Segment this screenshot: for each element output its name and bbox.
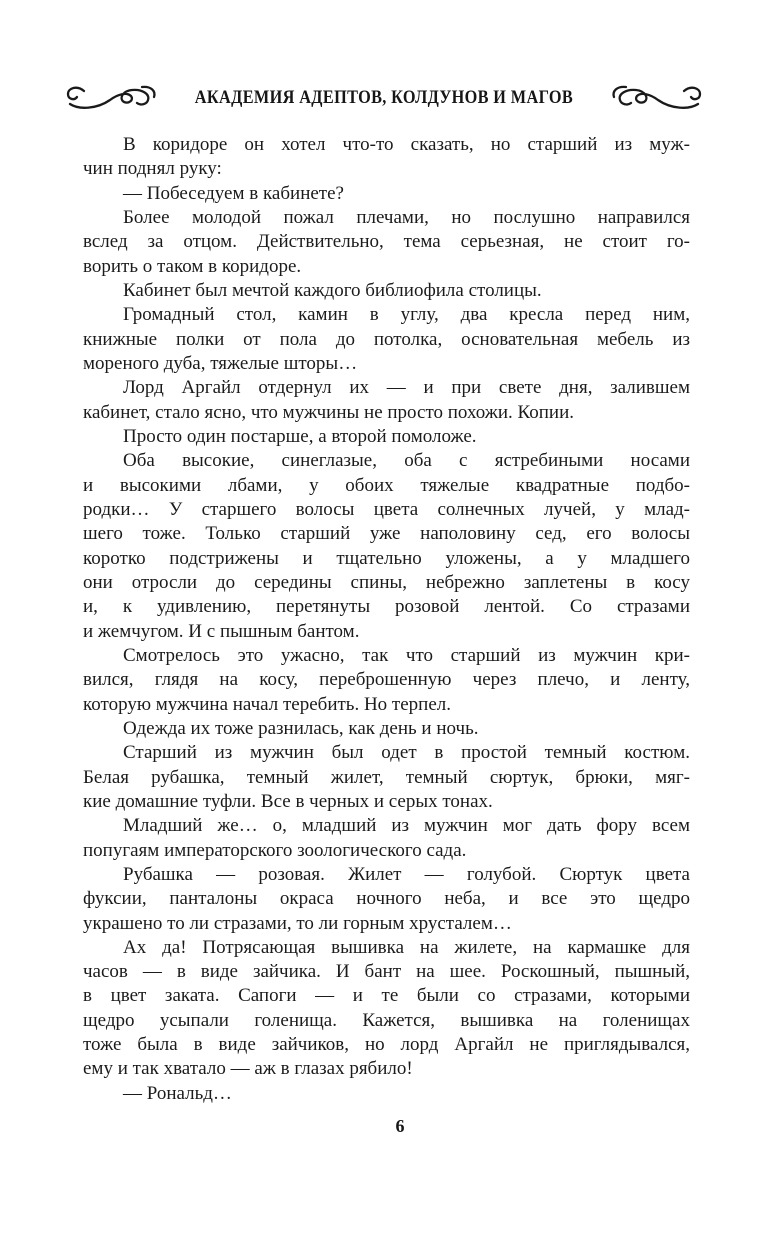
text-line: книжные полки от пола до потолка, основательная мебель из [83,328,690,350]
running-header [0,82,768,114]
text-line: Ах да! Потрясающая вышивка на жилете, на кармашке для [123,936,690,958]
text-line: Просто один постарше, а второй помоложе. [123,425,477,447]
page-number: 6 [395,1116,405,1136]
text-line: шего тоже. Только старший уже наполовину сед, его волосы [83,523,690,545]
page-footer [83,1116,717,1137]
text-line: щедро усыпали голенища. Кажется, вышивка на голенищах [83,1009,690,1031]
text-line: чин поднял руку: [83,158,222,180]
text-line: Более молодой пожал плечами, но послушно направился [123,206,690,228]
text-line: коротко подстрижены и тщательно уложены, а у младшего [83,547,690,569]
body-text [83,133,690,1106]
text-line: вился, глядя на косу, переброшенную через плечо, и ленту, [83,669,690,691]
paragraph [83,449,690,644]
running-title: АКАДЕМИЯ АДЕПТОВ, КОЛДУНОВ И МАГОВ [194,87,574,108]
text-line: они отросли до середины спины, небрежно заплетены в косу [83,571,690,593]
text-line: и высокими лбами, у обоих тяжелые квадратные подбо- [83,474,690,496]
text-line: и, к удивлению, перетянуты розовой лентой. Со стразами [83,596,690,618]
paragraph [83,644,690,717]
text-line: Одежда их тоже разнилась, как день и ночь. [123,717,479,739]
text-line: Громадный стол, камин в углу, два кресла перед ним, [123,304,690,326]
text-line: часов — в виде зайчика. И бант на шее. Роскошный, пышный, [83,961,690,983]
text-line: Смотрелось это ужасно, так что старший из мужчин кри- [123,644,690,666]
text-line: Лорд Аргайл отдернул их — и при свете дня, залившем [123,377,690,399]
paragraph [83,717,690,741]
paragraph [83,863,690,936]
paragraph [83,303,690,376]
paragraph [83,425,690,449]
text-line: Рубашка — розовая. Жилет — голубой. Сюртук цвета [123,863,690,885]
text-line: и жемчугом. И с пышным бантом. [83,620,360,642]
text-line: попугаям императорского зоологического сада. [83,839,467,861]
paragraph [83,936,690,1082]
text-line: фуксии, панталоны окраса ночного неба, и все это щедро [83,888,690,910]
paragraph [83,376,690,425]
text-line: вслед за отцом. Действительно, тема серьезная, не стоит го- [83,231,690,253]
text-line: Старший из мужчин был одет в простой темный костюм. [123,742,690,764]
paragraph [83,279,690,303]
text-line: ему и так хватало — аж в глазах рябило! [83,1058,413,1080]
text-line: В коридоре он хотел что-то сказать, но старший из муж- [123,134,690,155]
text-line: в цвет заката. Сапоги — и те были со стразами, которыми [83,985,690,1007]
text-line: которую мужчина начал теребить. Но терпел. [83,693,452,715]
flourish-left-icon [63,84,159,112]
text-line: украшено то ли стразами, то ли горным хрусталем… [83,912,512,934]
text-line: тоже была в виде зайчиков, но лорд Аргайл не приглядывался, [83,1034,690,1056]
text-line: кие домашние туфли. Все в черных и серых тонах. [83,790,493,812]
text-line: ворить о таком в коридоре. [83,255,302,277]
paragraph [83,133,690,182]
text-line: Оба высокие, синеглазые, оба с ястребиными носами [123,450,690,472]
text-line: — Побеседуем в кабинете? [123,182,344,204]
text-line: — Рональд… [123,1082,232,1104]
text-line: родки… У старшего волосы цвета солнечных лучей, у млад- [83,498,690,520]
paragraph [83,741,690,814]
paragraph [83,182,690,206]
paragraph [83,1082,690,1106]
text-line: Кабинет был мечтой каждого библиофила столицы. [123,279,542,301]
paragraph [83,206,690,279]
text-line: Младший же… о, младший из мужчин мог дать фору всем [123,815,690,837]
flourish-right-icon [609,84,705,112]
text-line: кабинет, стало ясно, что мужчины не просто похожи. Копии. [83,401,575,423]
text-line: Белая рубашка, темный жилет, темный сюртук, брюки, мяг- [83,766,690,788]
text-line: мореного дуба, тяжелые шторы… [83,352,358,374]
paragraph [83,814,690,863]
